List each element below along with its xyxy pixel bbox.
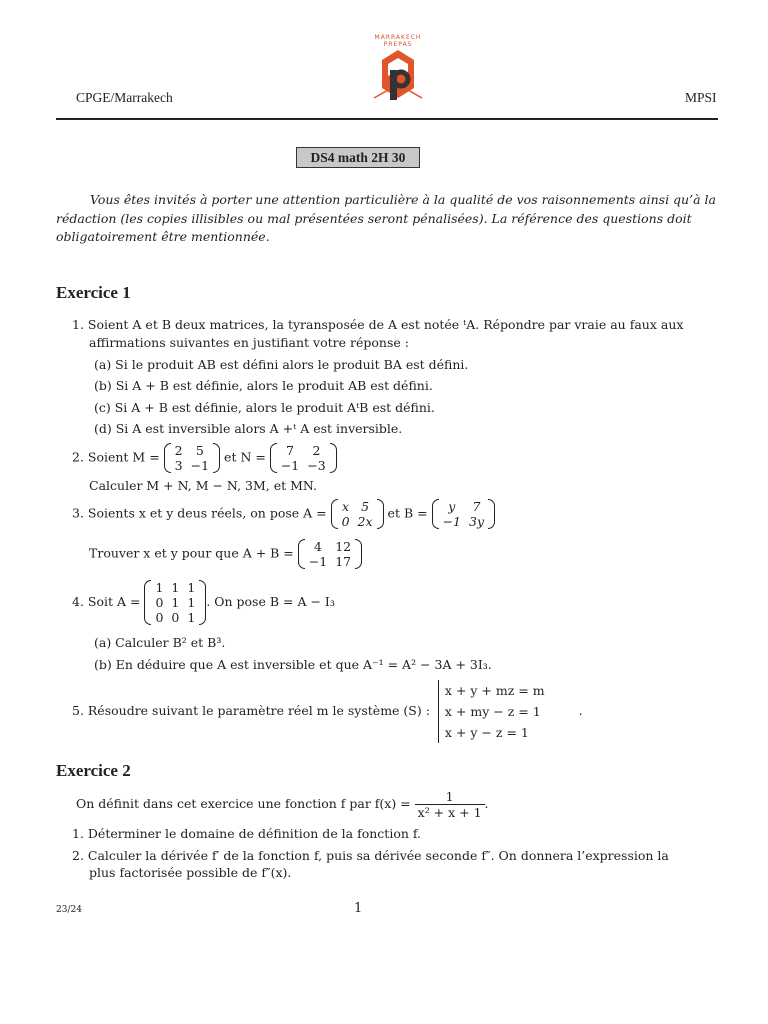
matrix-A4: 1 1 1 0 1 1 0 0 1 <box>144 580 206 625</box>
q2-row <box>72 443 337 473</box>
header-rule <box>56 118 718 120</box>
marrakech-prepas-logo <box>368 34 428 106</box>
ex2-intro-row <box>76 789 489 820</box>
q1-line2: affirmations suivantes en justifiant votre réponse : <box>89 335 409 350</box>
ex2-q1: 1. Déterminer le domaine de définition de la fonction f. <box>72 826 422 841</box>
exercise-1-title: Exercice 1 <box>56 283 131 302</box>
logo-mark-icon <box>368 48 428 104</box>
q1-line1: 1. Soient A et B deux matrices, la tyransposée de A est notée ᵗA. Répondre par vraie au faux aux <box>72 317 684 332</box>
system-S: x + y + mz = m x + my − z = 1 x + y − z = 1 <box>438 680 545 743</box>
q1-d: (d) Si A est inversible alors A +ᵗ A est inversible. <box>94 421 403 436</box>
matrix-A3: x 5 0 2x <box>331 499 384 529</box>
logo-line1: MARRAKECH <box>374 34 422 41</box>
q4-b: (b) En déduire que A est inversible et que A⁻¹ = A² − 3A + 3I₃. <box>94 657 492 672</box>
exercise-2-title: Exercice 2 <box>56 761 131 780</box>
q1-c: (c) Si A + B est définie, alors le produit AᵗB est défini. <box>94 400 435 415</box>
q3-mid: et B = <box>387 505 428 521</box>
q5-row <box>72 680 583 743</box>
q1-a: (a) Si le produit AB est défini alors le produit BA est défini. <box>94 357 469 372</box>
q4-row <box>72 580 335 625</box>
header-left: CPGE/Marrakech <box>76 90 173 105</box>
q5-suffix: . <box>578 703 583 718</box>
ex2-intro-end: . <box>484 796 489 811</box>
q2-line2: Calculer M + N, M − N, 3M, et MN. <box>89 478 318 493</box>
q4-suffix: . On pose B = A − I₃ <box>206 594 335 609</box>
q3-row <box>72 499 495 529</box>
q3-line2-row <box>89 539 362 569</box>
matrix-M: 2 5 3 −1 <box>164 443 220 473</box>
page-number: 1 <box>354 901 363 916</box>
q4-a: (a) Calculer B² et B³. <box>94 635 226 650</box>
intro-paragraph <box>56 191 718 247</box>
footer-left: 23/24 <box>56 905 82 915</box>
q2-mid: et N = <box>224 449 266 465</box>
q3-prefix: 3. Soients x et y deus réels, on pose A = <box>72 505 327 521</box>
ex2-q2-line2: plus factorisée possible de f″(x). <box>89 865 292 880</box>
intro-text: Vous êtes invités à porter une attention particulière à la qualité de vos raisonnements ainsi qu’à la rédaction (les copies illisibles ou mal présentées seront pénalisées). La référence des questions doit obligatoirement être mentionnée. <box>56 192 716 244</box>
q5-prefix: 5. Résoudre suivant le paramètre réel m le système (S) : <box>72 703 430 718</box>
header-right: MPSI <box>685 90 717 105</box>
ex2-q2-line1: 2. Calculer la dérivée f′ de la fonction f, puis sa dérivée seconde f″. On donnera l’expression la <box>72 848 669 863</box>
q4-prefix: 4. Soit A = <box>72 594 141 609</box>
q2-prefix: 2. Soient M = <box>72 449 160 465</box>
logo-line2: PREPAS <box>383 41 413 48</box>
matrix-N: 7 2 −1 −3 <box>270 443 337 473</box>
fraction: $\frac{1}{\text{x² + x + 1}}$ <box>415 789 485 820</box>
q3-line2: Trouver x et y pour que A + B = <box>89 545 294 561</box>
exam-title: DS4 math 2H 30 <box>296 147 420 168</box>
q1-b: (b) Si A + B est définie, alors le produit AB est défini. <box>94 378 433 393</box>
ex2-intro: On définit dans cet exercice une fonction f par f(x) = <box>76 796 411 811</box>
matrix-B3: y 7 −1 3y <box>432 499 495 529</box>
matrix-AplusB: 4 12 −1 17 <box>298 539 362 569</box>
